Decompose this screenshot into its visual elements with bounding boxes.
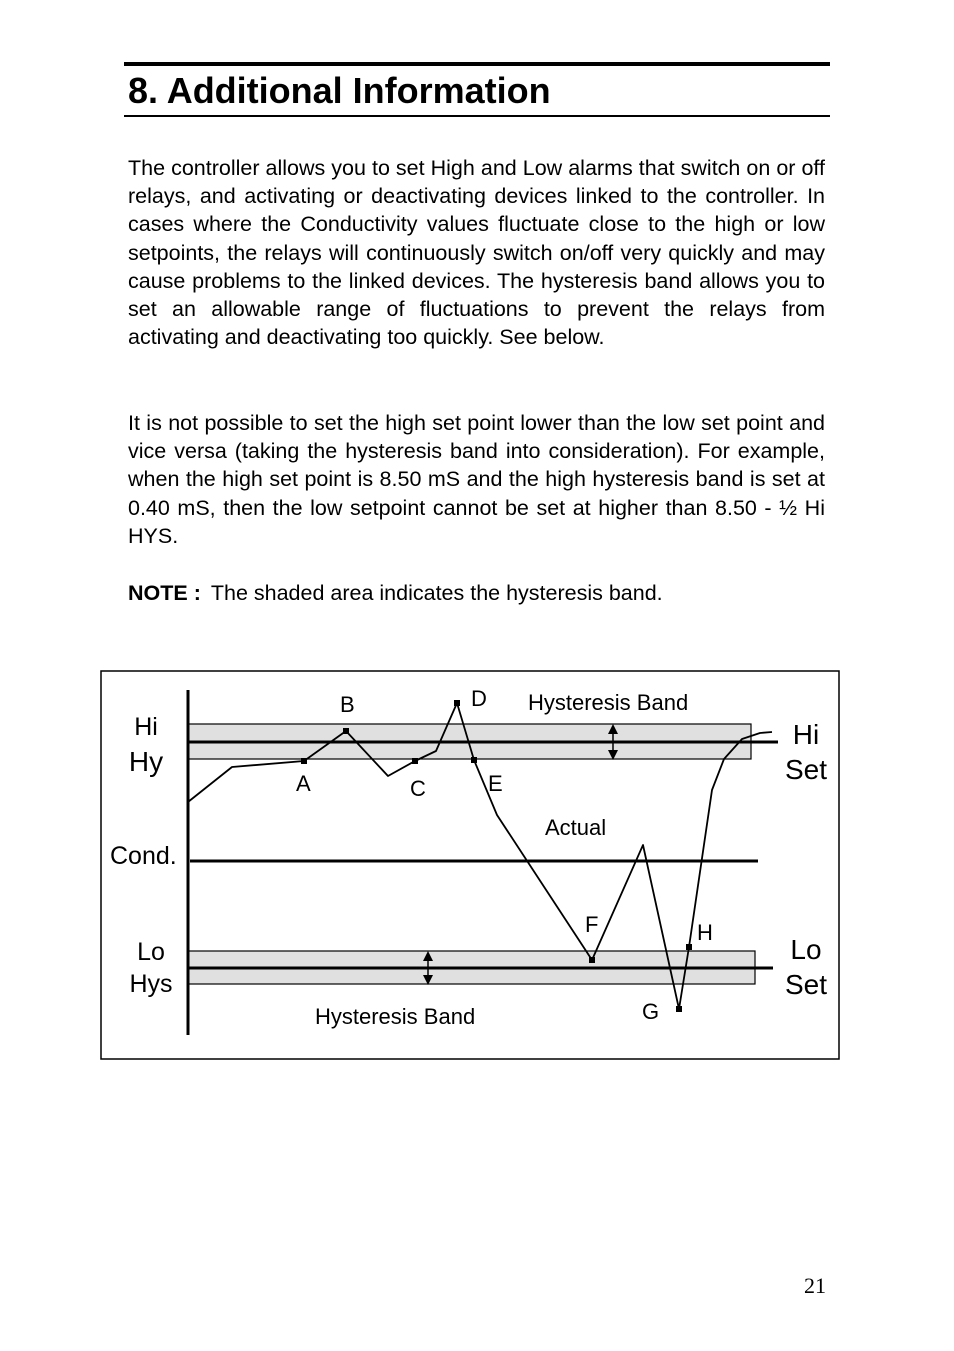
- paragraph-setpoints: It is not possible to set the high set point lower than the low set point and vice versa (taking the hysteresis band into consideration). For example, when the high set point is 8.50 mS and the high hysteresis band is set at 0.40 mS, then the low setpoint cannot be set at higher than 8.50 - ½ Hi HYS.: [128, 411, 825, 548]
- label-cond: Cond.: [110, 842, 177, 870]
- point-label-f: F: [585, 912, 599, 937]
- hysteresis-diagram: [100, 670, 840, 1060]
- label-hy-left: Hy: [128, 746, 164, 777]
- note-label: NOTE :: [128, 581, 201, 605]
- label-hi-left: Hi: [134, 713, 158, 741]
- section-heading: 8. Additional Information: [128, 70, 551, 111]
- point-label-d: D: [471, 686, 487, 711]
- note-text: The shaded area indicates the hysteresis band.: [210, 581, 663, 605]
- point-marker-e: [471, 757, 477, 763]
- label-hi-right: Hi: [792, 719, 820, 750]
- label-hi-set: Set: [784, 754, 828, 785]
- heading-rule-bottom: [124, 115, 830, 117]
- point-label-e: E: [488, 771, 503, 796]
- point-marker-b: [343, 728, 349, 734]
- label-actual: Actual: [545, 815, 607, 840]
- point-label-h: H: [697, 920, 713, 945]
- note: [128, 579, 663, 607]
- point-label-c: C: [410, 776, 426, 801]
- label-hysteresis-band-bottom: Hysteresis Band: [315, 1004, 476, 1029]
- label-hys-left: Hys: [129, 970, 173, 998]
- point-label-g: G: [642, 999, 660, 1024]
- label-lo-left: Lo: [137, 938, 165, 966]
- point-marker-a: [301, 758, 307, 764]
- paragraph-alarms: The controller allows you to set High and Low alarms that switch on or off relays, and activating or deactivating devices linked to the controller. In cases where the Conductivity values fluctuate close to the high or low setpoints, the relays will continuously switch on/off very quickly and may cause problems to the linked devices. The hysteresis band allows you to set an allowable range of fluctuations to prevent the relays from activating and deactivating too quickly. See below.: [128, 156, 825, 350]
- point-marker-d: [454, 700, 460, 706]
- page-number: 21: [804, 1273, 826, 1298]
- point-label-b: B: [340, 692, 355, 717]
- label-hysteresis-band-top: Hysteresis Band: [528, 690, 689, 715]
- heading-rule-top: [124, 62, 830, 66]
- point-marker-g: [676, 1006, 682, 1012]
- point-marker-c: [412, 758, 418, 764]
- label-lo-right: Lo: [790, 934, 822, 965]
- point-marker-f: [589, 957, 595, 963]
- point-label-a: A: [296, 771, 311, 796]
- point-marker-h: [686, 944, 692, 950]
- label-lo-set: Set: [784, 969, 828, 1000]
